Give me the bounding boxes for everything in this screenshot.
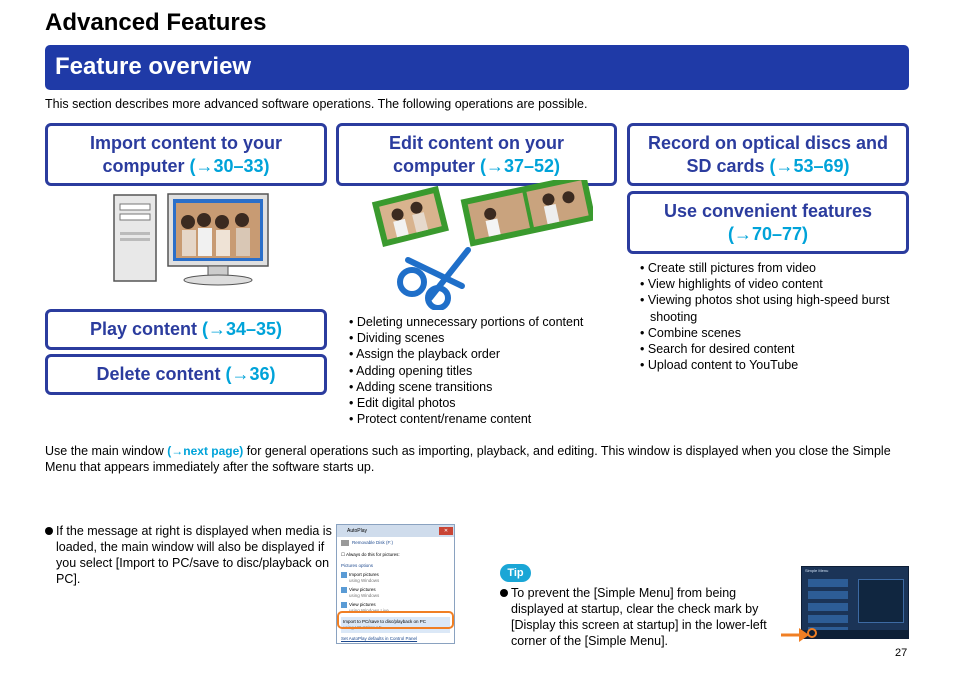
tip-badge: Tip: [500, 564, 531, 582]
import-page-ref-link[interactable]: (→30–33): [189, 155, 270, 176]
record-box-line2: SD cards: [686, 155, 765, 176]
picture-icon: [341, 587, 347, 593]
import-box-line2: computer: [102, 155, 185, 176]
tip-text: To prevent the [Simple Menu] from being displayed at startup, clear the check mark by [Display this screen at startup] in the lower-left corner of the [Simple Menu].: [511, 586, 767, 648]
autoplay-option[interactable]: [341, 587, 450, 599]
edit-box-line1: Edit content on your: [389, 132, 564, 153]
arrow-pointer-icon: [779, 625, 821, 645]
autoplay-always-label: Always do this for pictures:: [346, 552, 400, 557]
intro-text: This section describes more advanced software operations. The following operations are possible.: [45, 97, 588, 111]
list-item: • Adding scene transitions: [349, 379, 619, 395]
drive-icon: [341, 540, 349, 546]
list-item: • Viewing photos shot using high-speed burst shooting: [640, 292, 890, 324]
autoplay-title: AutoPlay: [347, 528, 368, 534]
list-item: • Adding opening titles: [349, 363, 619, 379]
picture-icon: [341, 602, 347, 608]
list-item: • Dividing scenes: [349, 330, 619, 346]
autoplay-titlebar: [337, 525, 454, 537]
autoplay-option-sub: using Windows: [349, 593, 380, 598]
play-box-label: Play content: [89, 319, 197, 339]
autoplay-option-label: View pictures: [349, 587, 376, 592]
autoplay-options: [341, 572, 450, 614]
list-item: • Search for desired content: [640, 341, 890, 357]
import-box-line1: Import content to your: [90, 132, 282, 153]
section-title: Advanced Features: [45, 9, 267, 36]
list-item: • Upload content to YouTube: [640, 357, 890, 373]
list-item: • Protect content/rename content: [349, 411, 619, 427]
simple-menu-preview: [858, 579, 904, 623]
autoplay-option-sub: using Windows Live: [349, 608, 389, 613]
autoplay-highlighted-label: Import to PC/save to disc/playback on PC: [343, 619, 427, 624]
record-discs-box: [627, 123, 909, 186]
computer-illustration: [112, 192, 272, 288]
simple-menu-item[interactable]: [808, 591, 848, 599]
autoplay-option-sub: using Windows: [349, 578, 380, 583]
edit-features-list: [349, 314, 619, 427]
list-item: • Assign the playback order: [349, 346, 619, 362]
close-icon[interactable]: ✕: [439, 527, 453, 535]
convenient-box-line1: Use convenient features: [663, 200, 873, 221]
feature-overview-banner: [45, 45, 909, 90]
message-note: [45, 523, 335, 587]
autoplay-section-label: Pictures options: [341, 563, 374, 568]
main-note-text-end: for general operations such as importing, playback, and editing. This window is displayed when you close the Simple Menu that appears immediately after the software starts up.: [45, 444, 891, 474]
autoplay-option[interactable]: [341, 572, 450, 584]
delete-page-ref-link[interactable]: (→36): [225, 364, 276, 384]
play-content-box: [45, 309, 327, 350]
list-item: • View highlights of video content: [640, 276, 890, 292]
autoplay-highlighted-sub: using HD Writer AE: [343, 625, 382, 630]
next-page-link[interactable]: (→next page): [167, 444, 244, 458]
simple-menu-item[interactable]: [808, 603, 848, 611]
record-box-line1: Record on optical discs and: [647, 132, 889, 153]
delete-content-box: [45, 354, 327, 395]
list-item: • Edit digital photos: [349, 395, 619, 411]
bullet-dot-icon: [500, 589, 508, 597]
convenient-page-ref-link[interactable]: (→70–77): [727, 223, 809, 244]
picture-icon: [341, 572, 347, 578]
autoplay-always-checkbox[interactable]: ☐ Always do this for pictures:: [341, 552, 400, 557]
list-item: • Combine scenes: [640, 325, 890, 341]
simple-menu-item[interactable]: [808, 615, 848, 623]
list-item: • Deleting unnecessary portions of content: [349, 314, 619, 330]
edit-content-box: [336, 123, 617, 186]
autoplay-option-label: Import pictures: [349, 572, 379, 577]
page-number: 27: [895, 647, 908, 659]
record-page-ref-link[interactable]: (→53–69): [769, 155, 850, 176]
highlight-outline: [337, 611, 454, 629]
film-scissors-illustration: [368, 180, 593, 310]
edit-page-ref-link[interactable]: (→37–52): [479, 155, 561, 176]
main-window-note: [45, 443, 909, 475]
import-content-box: [45, 123, 327, 186]
simple-menu-title: Simple Menu: [805, 568, 829, 573]
autoplay-option-label: View pictures: [349, 602, 376, 607]
play-page-ref-link[interactable]: (→34–35): [202, 319, 283, 339]
feature-overview-title: Feature overview: [55, 53, 252, 80]
edit-box-line2: computer: [392, 155, 475, 176]
list-item: • Create still pictures from video: [640, 260, 890, 276]
delete-box-label: Delete content: [96, 364, 221, 384]
simple-menu-item[interactable]: [808, 579, 848, 587]
autoplay-defaults-link[interactable]: Set AutoPlay defaults in Control Panel: [341, 636, 418, 641]
bullet-dot-icon: [45, 527, 53, 535]
tip-note: [500, 585, 780, 649]
convenient-features-list: [640, 260, 890, 373]
convenient-features-box: [627, 191, 909, 254]
autoplay-device: Removable Disk (F:): [352, 540, 394, 545]
message-note-text: If the message at right is displayed when media is loaded, the main window will also be displayed if you select [Import to PC/save to disc/playback on PC].: [56, 524, 332, 586]
main-note-text-start: Use the main window: [45, 444, 168, 458]
